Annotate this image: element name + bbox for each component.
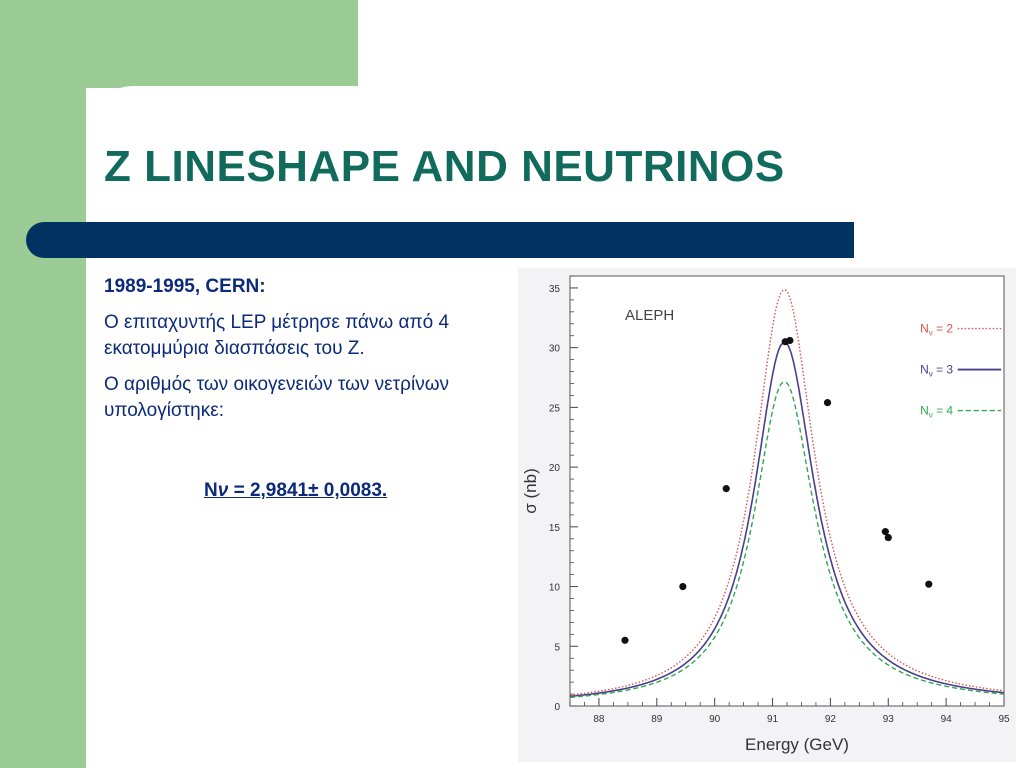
slide-content — [104, 274, 534, 514]
slide-title: Z LINESHAPE AND NEUTRINOS — [104, 142, 785, 191]
x-tick-label: 93 — [882, 714, 894, 725]
data-point — [786, 337, 793, 344]
result-nu-symbol: ν — [217, 480, 229, 501]
x-tick-label: 88 — [593, 714, 605, 725]
x-axis-label: Energy (GeV) — [745, 735, 849, 754]
left-green-band — [0, 0, 86, 768]
neutrino-result — [104, 478, 534, 504]
aleph-annotation: ALEPH — [624, 307, 675, 325]
lep-paragraph: Ο επιταχυντής LEP μέτρησε πάνω από 4 εκατομμύρια διασπάσεις του Z. — [104, 312, 450, 359]
x-tick-label: 90 — [709, 714, 721, 725]
chart-frame — [518, 268, 1016, 762]
legend-label: $N_\nu = 3$ — [920, 362, 954, 379]
data-point — [723, 485, 730, 492]
y-axis-label: σ (nb) — [521, 468, 540, 514]
x-tick-label: 94 — [940, 714, 952, 725]
y-tick-label: 30 — [548, 343, 560, 355]
data-point — [885, 534, 892, 541]
date-location-heading: 1989-1995, CERN: — [104, 276, 266, 297]
data-point — [621, 637, 628, 644]
x-tick-label: 95 — [998, 714, 1010, 725]
z-lineshape-chart — [518, 268, 1016, 762]
data-point — [679, 583, 686, 590]
y-tick-label: 25 — [548, 403, 560, 415]
neutrino-paragraph: Ο αριθμός των οικογενειών των νετρίνων υπολογίστηκε: — [104, 374, 450, 421]
result-prefix: N — [204, 480, 218, 501]
y-tick-label: 10 — [548, 582, 560, 594]
legend-label: $N_\nu = 4$ — [920, 403, 954, 420]
y-tick-label: 5 — [554, 642, 560, 654]
x-tick-label: 92 — [824, 714, 836, 725]
legend-label: $N_\nu = 2$ — [920, 321, 954, 338]
data-point — [824, 399, 831, 406]
y-tick-label: 15 — [548, 522, 560, 534]
top-green-corner — [86, 0, 358, 88]
y-tick-label: 0 — [554, 702, 560, 713]
title-underline-bar — [26, 222, 854, 258]
result-value: = 2,9841± 0,0083. — [228, 480, 388, 501]
data-point — [925, 581, 932, 588]
x-tick-label: 91 — [766, 714, 779, 725]
y-tick-label: 35 — [548, 283, 560, 295]
y-tick-label: 20 — [548, 463, 560, 475]
x-tick-label: 89 — [651, 714, 663, 725]
